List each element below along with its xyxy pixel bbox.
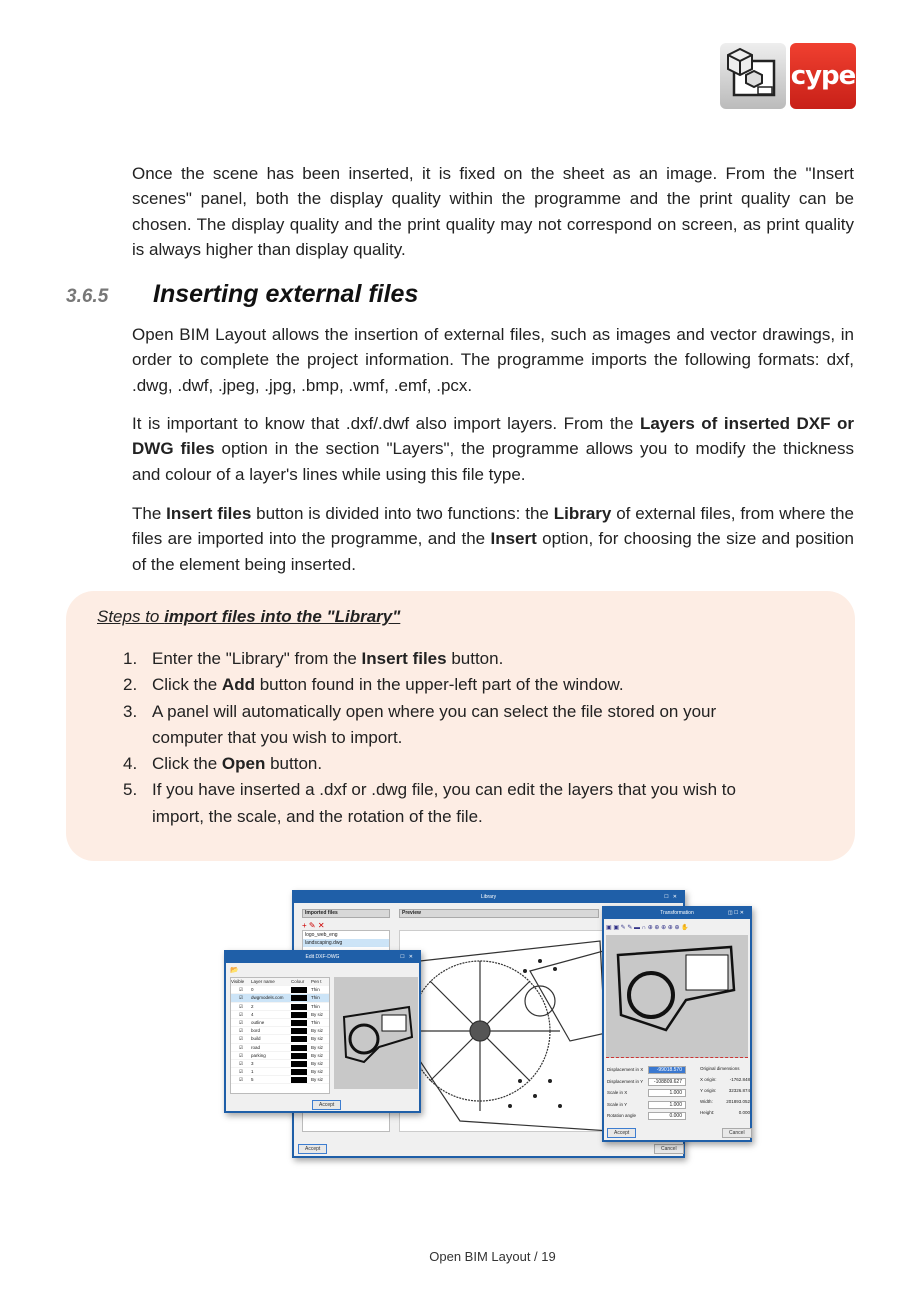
layer-name: build <box>251 1036 261 1042</box>
visible-checkbox[interactable]: ☑ <box>238 1060 244 1066</box>
window-title: Transformation <box>660 910 694 916</box>
window-controls[interactable]: ◫ ☐ ✕ <box>727 910 744 916</box>
colour-swatch[interactable] <box>291 1036 307 1042</box>
layer-row[interactable] <box>231 986 329 994</box>
pen-thickness: Thin <box>311 995 320 1001</box>
visible-checkbox[interactable]: ☑ <box>238 1011 244 1017</box>
dimension-value: 32326.874 <box>728 1088 750 1093</box>
bold-text: Insert files <box>361 649 447 668</box>
visible-checkbox[interactable]: ☑ <box>238 1019 244 1025</box>
dimension-value: 0.000 <box>738 1110 750 1115</box>
text: Click the <box>152 675 222 695</box>
field-label: Displacement in Y <box>607 1078 644 1084</box>
column-header: Layer name <box>251 979 275 984</box>
section-heading <box>66 280 418 309</box>
colour-swatch[interactable] <box>291 1012 307 1018</box>
layer-row[interactable] <box>231 994 329 1002</box>
layer-row[interactable] <box>231 1035 329 1043</box>
visible-checkbox[interactable]: ☑ <box>238 1044 244 1050</box>
visible-checkbox[interactable]: ☑ <box>238 995 244 1001</box>
field-label: Rotation angle <box>607 1113 637 1118</box>
pen-thickness: By siz <box>311 1077 324 1083</box>
colour-swatch[interactable] <box>291 1061 307 1067</box>
layer-name: 5 <box>251 1077 254 1083</box>
visible-checkbox[interactable]: ☑ <box>238 1077 244 1083</box>
visible-checkbox[interactable]: ☑ <box>238 1036 244 1042</box>
accept-button[interactable]: Accept <box>312 1100 341 1110</box>
layer-preview <box>334 977 418 1089</box>
pen-thickness: By siz <box>311 1060 324 1066</box>
column-header: Visible <box>231 979 245 984</box>
original-dimensions <box>700 1066 750 1115</box>
open-folder-icon[interactable]: 📂 <box>230 967 239 974</box>
transform-input[interactable]: 0.000 <box>648 1112 686 1120</box>
transform-input[interactable]: -99018.570 <box>648 1066 686 1074</box>
cype-wordmark: cype <box>790 43 856 109</box>
pen-thickness: By siz <box>311 1036 324 1042</box>
layer-row[interactable] <box>231 1027 329 1035</box>
layer-name: dwgmodels.com <box>251 995 284 1001</box>
layers-table <box>230 977 330 1094</box>
section-title: Inserting external files <box>153 280 419 308</box>
layer-name: 0 <box>251 987 254 993</box>
text: It is important to know that .dxf/.dwf also import layers. From the <box>132 414 640 433</box>
file-item[interactable]: logo_web_eng <box>305 932 338 938</box>
imported-files-header: Imported files <box>302 909 390 918</box>
field-label: Scale in X <box>607 1090 628 1095</box>
layer-row[interactable] <box>231 1060 329 1068</box>
dimension-label: Height: <box>700 1110 715 1115</box>
text: button is divided into two functions: the <box>251 504 554 523</box>
colour-swatch[interactable] <box>291 1028 307 1034</box>
layer-row[interactable] <box>231 1076 329 1084</box>
section-number: 3.6.5 <box>66 286 109 307</box>
list-item <box>123 646 763 672</box>
list-item <box>123 777 763 830</box>
library-screenshot <box>222 888 760 1163</box>
bold-text: Library <box>553 504 612 523</box>
step-number: 5. <box>123 780 138 800</box>
pen-thickness: By siz <box>311 1028 324 1034</box>
list-item <box>123 751 763 777</box>
text: option in the section "Layers", the programme allows you to modify the thickness and colour of a layer's lines while using this file type. <box>132 439 854 484</box>
layer-name: 1 <box>251 1069 254 1075</box>
field-label: Displacement in X <box>607 1067 644 1072</box>
text: of external files, from where the files are imported into the programme, and the <box>132 504 854 549</box>
colour-swatch[interactable] <box>291 995 307 1001</box>
steps-title <box>97 607 400 627</box>
visible-checkbox[interactable]: ☑ <box>238 1003 244 1009</box>
intro-paragraph: Once the scene has been inserted, it is fixed on the sheet as an image. From the "Insert scenes" panel, both the display quality within the programme and the print quality can be chosen. The display quality and the print quality may not correspond on screen, as print quality is always higher than display quality. <box>132 164 854 259</box>
transform-input[interactable]: -108809.627 <box>648 1078 686 1086</box>
open-bim-layout-icon <box>720 43 786 109</box>
text: option, for choosing the size and position of the element being inserted. <box>132 529 854 574</box>
layer-row[interactable] <box>231 1011 329 1019</box>
window-controls[interactable]: ☐ ✕ <box>664 894 677 900</box>
colour-swatch[interactable] <box>291 987 307 993</box>
text: button found in the upper-left part of the window. <box>254 675 624 695</box>
text: Click the <box>152 754 222 774</box>
column-header: Pen t <box>311 979 322 984</box>
colour-swatch[interactable] <box>291 1077 307 1083</box>
paragraph-layers <box>132 411 854 487</box>
visible-checkbox[interactable]: ☑ <box>238 1052 244 1058</box>
pen-thickness: By siz <box>311 1044 324 1050</box>
dimension-label: Y origin: <box>700 1088 717 1093</box>
list-item <box>123 699 763 752</box>
layer-row[interactable] <box>231 1068 329 1076</box>
layer-name: 2 <box>251 1003 254 1009</box>
list-item <box>123 672 763 698</box>
table-header <box>231 978 329 986</box>
colour-swatch[interactable] <box>291 1045 307 1051</box>
text: button. <box>446 649 504 668</box>
dimension-value: -1762.848 <box>729 1077 750 1082</box>
pen-thickness: Thin <box>311 1019 320 1025</box>
page-footer: Open BIM Layout / 19 <box>429 1249 556 1264</box>
layer-name: parking <box>251 1052 266 1058</box>
cype-logo <box>720 43 856 109</box>
cancel-button[interactable]: Cancel <box>722 1128 752 1138</box>
layer-name: 3 <box>251 1060 254 1066</box>
pen-thickness: Thin <box>311 1003 320 1009</box>
preview-header: Preview <box>399 909 599 918</box>
bold-text: Open <box>221 754 266 774</box>
bold-text: Add <box>221 675 255 695</box>
accept-button[interactable]: Accept <box>607 1128 636 1138</box>
layer-name: 4 <box>251 1011 254 1017</box>
bold-text: import files into the "Library" <box>164 607 401 626</box>
pen-thickness: Thin <box>311 987 320 993</box>
dimension-row <box>700 1088 750 1093</box>
transform-input[interactable]: 1.000 <box>648 1089 686 1097</box>
transform-input[interactable]: 1.000 <box>648 1101 686 1109</box>
window-controls[interactable]: ☐ ✕ <box>400 954 413 960</box>
original-dimensions-title: Original dimensions <box>700 1066 740 1071</box>
layer-row[interactable] <box>231 1003 329 1011</box>
bold-text: Layers of inserted DXF or DWG files <box>132 414 854 459</box>
layer-row[interactable] <box>231 1019 329 1027</box>
add-edit-delete-icons[interactable]: + ✎ ✕ <box>302 921 325 930</box>
paragraph-formats: Open BIM Layout allows the insertion of external files, such as images and vector drawings, in order to complete the project information. The programme imports the following formats: dxf, .dwg, .dwf, .jpeg, .jpg, .bmp, .wmf, .emf, .pcx. <box>132 325 854 395</box>
pen-thickness: By siz <box>311 1052 324 1058</box>
paragraph-insert-files <box>132 501 854 577</box>
text: Steps to <box>97 607 165 626</box>
layer-row[interactable] <box>231 1052 329 1060</box>
colour-swatch[interactable] <box>291 1020 307 1026</box>
step-number: 1. <box>123 649 138 668</box>
steps-list <box>123 646 763 830</box>
layer-row[interactable] <box>231 1044 329 1052</box>
edit-dxf-dwg-window <box>224 950 421 1113</box>
accept-button[interactable]: Accept <box>298 1144 327 1154</box>
layer-name: outline <box>251 1019 265 1025</box>
pen-thickness: By siz <box>311 1011 324 1017</box>
layer-name: bord <box>251 1028 261 1034</box>
colour-swatch[interactable] <box>291 1053 307 1059</box>
bold-text: Insert files <box>166 504 252 523</box>
steps-box <box>66 591 855 861</box>
window-title: Library <box>480 894 497 900</box>
file-item[interactable]: landscaping.dwg <box>303 939 389 947</box>
dimension-row <box>700 1099 750 1104</box>
text: If you have inserted a .dxf or .dwg file, you can edit the layers that you wish to import, the scale, and the rotation of the file. <box>152 780 736 826</box>
colour-swatch[interactable] <box>291 1004 307 1010</box>
text: Enter the "Library" from the <box>152 649 362 668</box>
step-number: 2. <box>123 675 138 695</box>
cancel-button[interactable]: Cancel <box>654 1144 684 1154</box>
step-number: 3. <box>123 701 138 721</box>
text: button. <box>265 754 323 774</box>
bold-text: Insert <box>490 529 537 549</box>
dimension-row <box>700 1077 750 1082</box>
colour-swatch[interactable] <box>291 1069 307 1075</box>
visible-checkbox[interactable]: ☑ <box>238 1069 244 1075</box>
transform-preview <box>606 935 748 1058</box>
transformation-window <box>602 906 752 1142</box>
dimension-row <box>700 1110 750 1115</box>
field-label: Scale in Y <box>607 1101 628 1107</box>
visible-checkbox[interactable]: ☑ <box>238 987 244 993</box>
text: The <box>132 504 167 523</box>
visible-checkbox[interactable]: ☑ <box>238 1028 244 1034</box>
step-number: 4. <box>123 754 138 774</box>
dimension-label: Width: <box>700 1099 713 1104</box>
window-title: Edit DXF-DWG <box>305 954 340 960</box>
text: A panel will automatically open where you can select the file stored on your computer that you wish to import. <box>152 701 717 747</box>
pen-thickness: By siz <box>311 1069 324 1075</box>
layer-name: road <box>251 1044 261 1050</box>
dimension-label: X origin: <box>700 1077 717 1082</box>
dimension-value: 201893.052 <box>726 1099 750 1104</box>
toolbar-icons[interactable]: ▣ ▣ ✎ ✎ ▬ ∩ ⊕ ⊕ ⊕ ⊕ ⊕ ✋ <box>606 925 689 931</box>
column-header: Colour <box>291 979 305 984</box>
